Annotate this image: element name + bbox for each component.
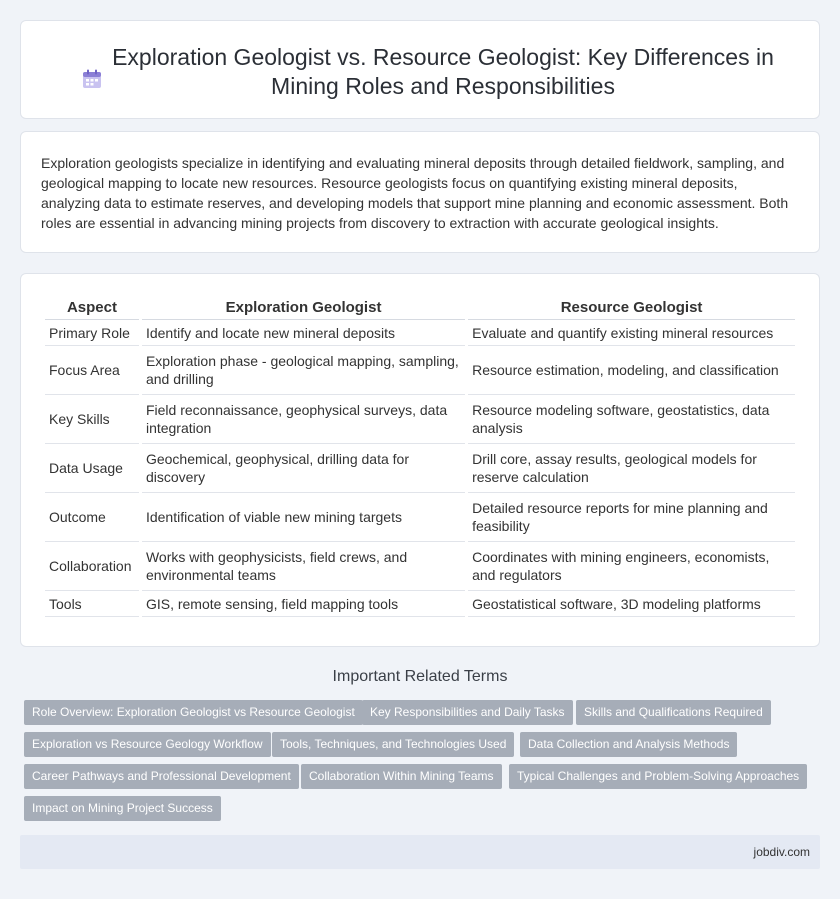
footer-site-link[interactable]: jobdiv.com bbox=[753, 845, 810, 859]
row-aspect: Key Skills bbox=[45, 395, 139, 444]
header-resource: Resource Geologist bbox=[468, 296, 795, 320]
row-aspect: Outcome bbox=[45, 493, 139, 542]
row-aspect: Primary Role bbox=[45, 320, 139, 346]
comparison-table bbox=[42, 296, 798, 617]
table-row bbox=[45, 591, 795, 617]
intro-card bbox=[20, 131, 820, 253]
title-card bbox=[20, 20, 820, 119]
related-term-tag[interactable]: Exploration vs Resource Geology Workflow bbox=[24, 732, 271, 757]
row-aspect: Focus Area bbox=[45, 346, 139, 395]
row-resource: Resource estimation, modeling, and classification bbox=[468, 346, 795, 395]
row-resource: Resource modeling software, geostatistics, data analysis bbox=[468, 395, 795, 444]
row-exploration: Field reconnaissance, geophysical surveys, data integration bbox=[142, 395, 465, 444]
row-exploration: Works with geophysicists, field crews, and environmental teams bbox=[142, 542, 465, 591]
comparison-card bbox=[20, 273, 820, 647]
row-resource: Detailed resource reports for mine planning and feasibility bbox=[468, 493, 795, 542]
row-exploration: Exploration phase - geological mapping, sampling, and drilling bbox=[142, 346, 465, 395]
row-exploration: Identify and locate new mineral deposits bbox=[142, 320, 465, 346]
table-row bbox=[45, 493, 795, 542]
related-term-tag[interactable]: Skills and Qualifications Required bbox=[576, 700, 771, 725]
page-title: Exploration Geologist vs. Resource Geologist: Key Differences in Mining Roles and Responsibilities bbox=[112, 44, 774, 99]
row-resource: Geostatistical software, 3D modeling platforms bbox=[468, 591, 795, 617]
table-row bbox=[45, 395, 795, 444]
row-resource: Drill core, assay results, geological models for reserve calculation bbox=[468, 444, 795, 493]
table-row bbox=[45, 542, 795, 591]
row-aspect: Data Usage bbox=[45, 444, 139, 493]
row-exploration: Identification of viable new mining targets bbox=[142, 493, 465, 542]
row-exploration: Geochemical, geophysical, drilling data for discovery bbox=[142, 444, 465, 493]
footer bbox=[20, 835, 820, 869]
row-aspect: Tools bbox=[45, 591, 139, 617]
row-exploration: GIS, remote sensing, field mapping tools bbox=[142, 591, 465, 617]
header-aspect: Aspect bbox=[45, 296, 139, 320]
table-row bbox=[45, 320, 795, 346]
row-resource: Evaluate and quantify existing mineral resources bbox=[468, 320, 795, 346]
row-aspect: Collaboration bbox=[45, 542, 139, 591]
related-term-tag[interactable]: Career Pathways and Professional Development bbox=[24, 764, 299, 789]
related-terms-heading: Important Related Terms bbox=[332, 668, 508, 685]
table-row bbox=[45, 346, 795, 395]
related-term-tag[interactable]: Tools, Techniques, and Technologies Used bbox=[272, 732, 514, 757]
related-term-tag[interactable]: Key Responsibilities and Daily Tasks bbox=[362, 700, 573, 725]
related-term-tag[interactable]: Role Overview: Exploration Geologist vs Resource Geologist bbox=[24, 700, 363, 725]
related-term-tag[interactable]: Data Collection and Analysis Methods bbox=[520, 732, 737, 757]
related-term-tag[interactable]: Typical Challenges and Problem-Solving Approaches bbox=[509, 764, 807, 789]
related-term-tag[interactable]: Collaboration Within Mining Teams bbox=[301, 764, 502, 789]
table-header-row bbox=[45, 296, 795, 320]
header-exploration: Exploration Geologist bbox=[142, 296, 465, 320]
row-resource: Coordinates with mining engineers, economists, and regulators bbox=[468, 542, 795, 591]
related-term-tag[interactable]: Impact on Mining Project Success bbox=[24, 796, 221, 821]
intro-paragraph: Exploration geologists specialize in identifying and evaluating mineral deposits through detailed fieldwork, sampling, and geological mapping to locate new resources. Resource geologists focus on quantifying existing mineral deposits, analyzing data to estimate reserves, and developing models that support mine planning and economic assessment. Both roles are essential in advancing mining projects from discovery to extraction with accurate geological insights. bbox=[41, 155, 789, 231]
table-row bbox=[45, 444, 795, 493]
